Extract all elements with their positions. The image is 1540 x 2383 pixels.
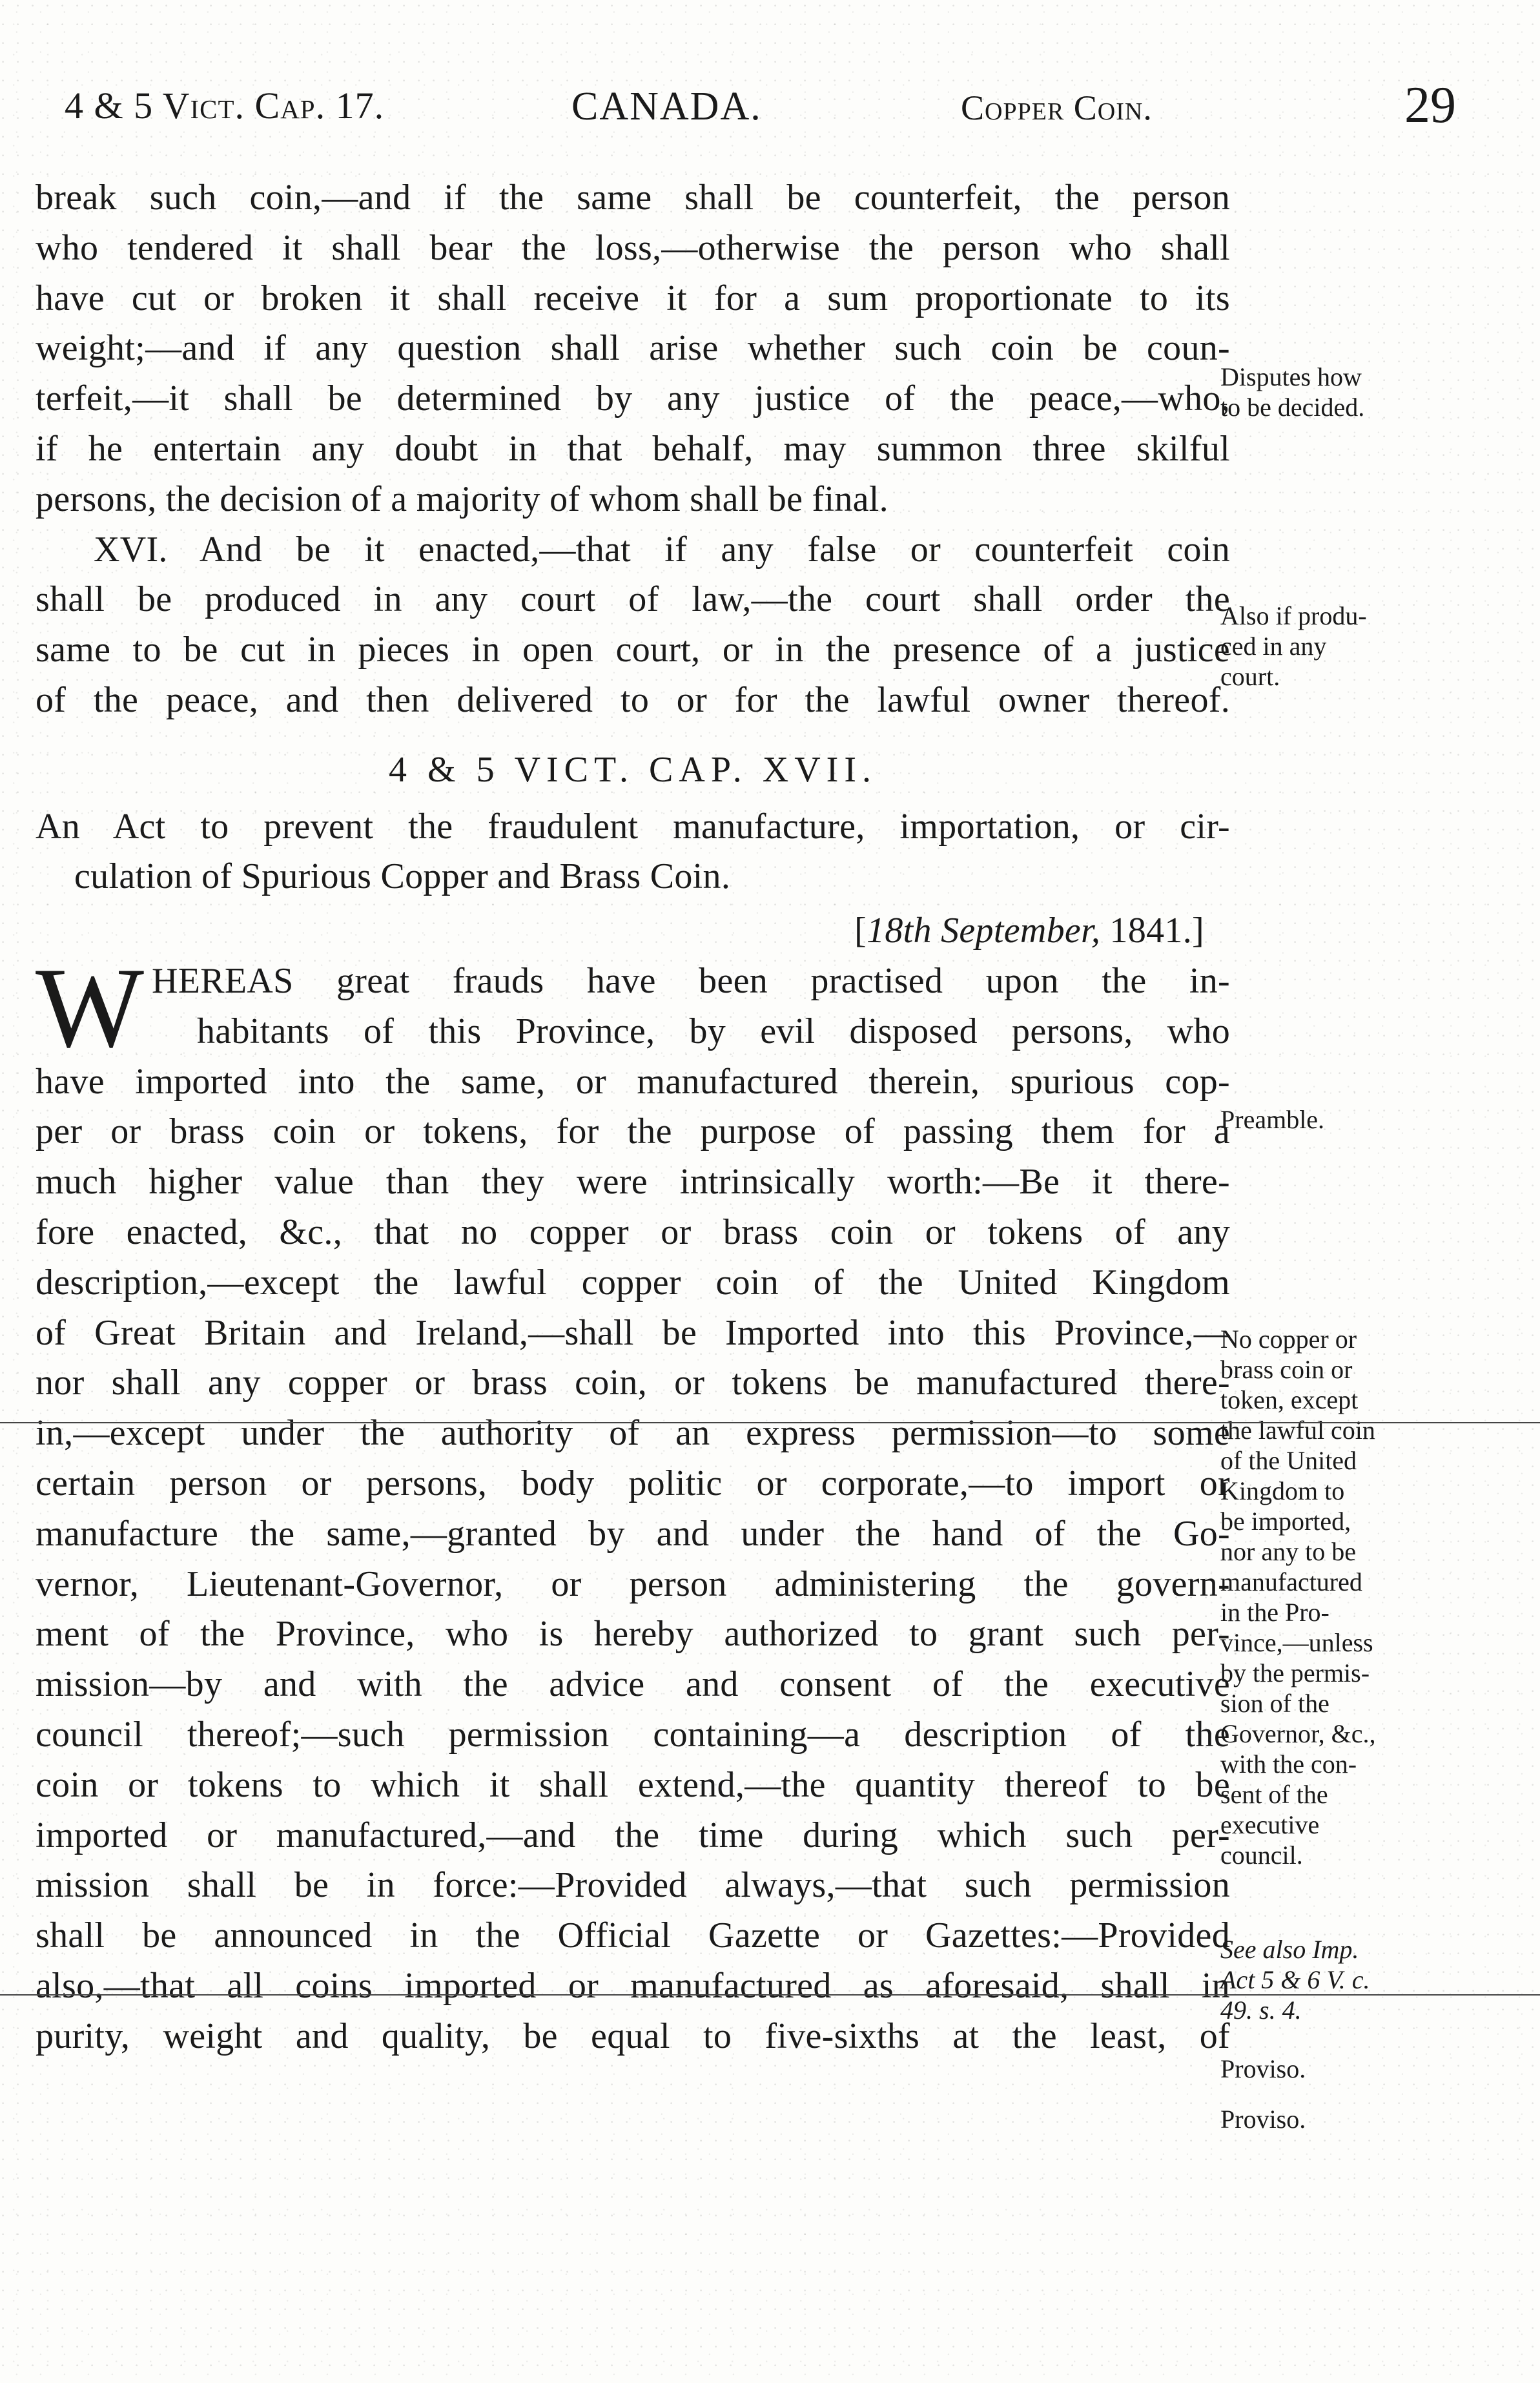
note-line: the lawful coin xyxy=(1220,1416,1375,1445)
note-line: vince,—unless xyxy=(1220,1628,1373,1657)
note-line: sent of the xyxy=(1220,1780,1328,1809)
text-line: same to be cut in pieces in open court, or in the presence of a justice xyxy=(36,630,1230,670)
main-text-column xyxy=(36,173,1230,2061)
text-line: vernor, Lieutenant-Governor, or person administering the govern- xyxy=(36,1563,1230,1604)
note-also-produced xyxy=(1220,601,1517,692)
note-line: nor any to be xyxy=(1220,1537,1356,1566)
header-citation: 4 & 5 Vict. Cap. 17. xyxy=(65,85,385,127)
text-line: shall be announced in the Official Gazette or Gazettes:—Provided xyxy=(36,1915,1230,1956)
note-line: Kingdom to xyxy=(1220,1476,1345,1505)
text-line: council thereof;—such permission containing—a description of the xyxy=(36,1714,1230,1755)
note-line: token, except xyxy=(1220,1385,1359,1414)
text-line: if he entertain any doubt in that behalf, may summon three skilful xyxy=(36,428,1230,469)
note-line: to be decided. xyxy=(1220,393,1365,422)
text-line: also,—that all coins imported or manufactured as aforesaid, shall in xyxy=(36,1965,1230,2006)
text-line: weight;—and if any question shall arise whether such coin be coun- xyxy=(36,328,1230,369)
text-line: much higher value than they were intrinsically worth:—Be it there- xyxy=(36,1162,1230,1202)
note-line: sion of the xyxy=(1220,1689,1330,1718)
text-line: imported or manufactured,—and the time during which such per- xyxy=(36,1815,1230,1855)
text-line: description,—except the lawful copper coin of the United Kingdom xyxy=(36,1262,1230,1303)
note-line: ced in any xyxy=(1220,632,1327,661)
text-line: persons, the decision of a majority of whom shall be final. xyxy=(36,479,888,519)
text-line: purity, weight and quality, be equal to five-sixths at the least, of xyxy=(36,2016,1230,2056)
text-line: shall be produced in any court of law,—the court shall order the xyxy=(36,579,1230,620)
text-line: mission—by and with the advice and consent of the executive xyxy=(36,1664,1230,1705)
note-no-copper xyxy=(1220,1324,1517,1870)
note-line: council. xyxy=(1220,1841,1303,1870)
act-title-line: culation of Spurious Copper and Brass Coin. xyxy=(74,856,731,897)
note-line: Disputes how xyxy=(1220,362,1362,391)
header-subject: Copper Coin. xyxy=(961,88,1153,127)
note-line: by the permis- xyxy=(1220,1658,1370,1687)
text-line: in,—except under the authority of an express permission—to some xyxy=(36,1413,1230,1454)
act-title-line: An Act to prevent the fraudulent manufacture, importation, or cir- xyxy=(36,806,1230,847)
note-line: Governor, &c., xyxy=(1220,1719,1376,1748)
text-line: of Great Britain and Ireland,—shall be Imported into this Province,— xyxy=(36,1312,1230,1353)
note-line: with the con- xyxy=(1220,1749,1357,1779)
note-line: Act 5 & 6 V. c. xyxy=(1220,1965,1370,1994)
text-line: coin or tokens to which it shall extend,—the quantity thereof to be xyxy=(36,1764,1230,1805)
note-line: brass coin or xyxy=(1220,1355,1353,1384)
act-heading: 4 & 5 VICT. CAP. XVII. xyxy=(389,749,877,790)
note-see-also xyxy=(1220,1934,1517,2025)
drop-cap: W xyxy=(36,943,145,1071)
note-proviso-1: Proviso. xyxy=(1220,2054,1306,2083)
note-preamble: Preamble. xyxy=(1220,1105,1325,1134)
header-jurisdiction: CANADA. xyxy=(571,85,762,129)
text-line: ment of the Province, who is hereby authorized to grant such per- xyxy=(36,1614,1230,1655)
page-number: 29 xyxy=(1404,77,1456,134)
running-header xyxy=(65,76,1466,147)
text-line: per or brass coin or tokens, for the purpose of passing them for a xyxy=(36,1111,1230,1152)
note-line: See also Imp. xyxy=(1220,1935,1359,1964)
text-line: of the peace, and then delivered to or for the lawful owner thereof. xyxy=(36,679,1230,720)
note-line: 49. s. 4. xyxy=(1220,1996,1302,2025)
note-line: No copper or xyxy=(1220,1325,1357,1354)
note-line: court. xyxy=(1220,662,1280,691)
note-line: Also if produ- xyxy=(1220,601,1367,630)
section-xvi-line: XVI. And be it enacted,—that if any false or counterfeit coin xyxy=(94,529,1230,570)
text-line: fore enacted, &c., that no copper or brass coin or tokens of any xyxy=(36,1212,1230,1252)
text-line: terfeit,—it shall be determined by any justice of the peace,—who, xyxy=(36,378,1230,419)
note-disputes xyxy=(1220,362,1517,422)
preamble-first-text: HEREAS great frauds have been practised upon the in- xyxy=(152,960,1230,1001)
scan-rule-line xyxy=(0,1994,1540,1996)
act-date-year: 1841. xyxy=(1109,911,1193,951)
text-line: certain person or persons, body politic or corporate,—to import or xyxy=(36,1463,1230,1503)
note-line: manufactured xyxy=(1220,1567,1362,1596)
act-date-day: 18th September, xyxy=(867,911,1101,951)
text-line: have cut or broken it shall receive it for a sum proportionate to its xyxy=(36,278,1230,318)
text-line: nor shall any copper or brass coin, or tokens be manufactured there- xyxy=(36,1363,1230,1403)
scan-rule-line xyxy=(0,1422,1540,1423)
note-line: in the Pro- xyxy=(1220,1598,1330,1627)
text-line: habitants of this Province, by evil disposed persons, who xyxy=(197,1011,1230,1051)
text-line: have imported into the same, or manufactured therein, spurious cop- xyxy=(36,1061,1230,1102)
text-line: manufacture the same,—granted by and under the hand of the Go- xyxy=(36,1513,1230,1554)
text-line: mission shall be in force:—Provided always,—that such permission xyxy=(36,1865,1230,1906)
note-line: be imported, xyxy=(1220,1507,1351,1536)
note-proviso-2: Proviso. xyxy=(1220,2105,1306,2134)
note-line: of the United xyxy=(1220,1446,1357,1475)
note-line: executive xyxy=(1220,1810,1320,1839)
text-line: who tendered it shall bear the loss,—otherwise the person who shall xyxy=(36,227,1230,268)
text-line: break such coin,—and if the same shall be counterfeit, the person xyxy=(36,178,1230,218)
act-date: [18th September, 1841.] xyxy=(854,911,1204,951)
